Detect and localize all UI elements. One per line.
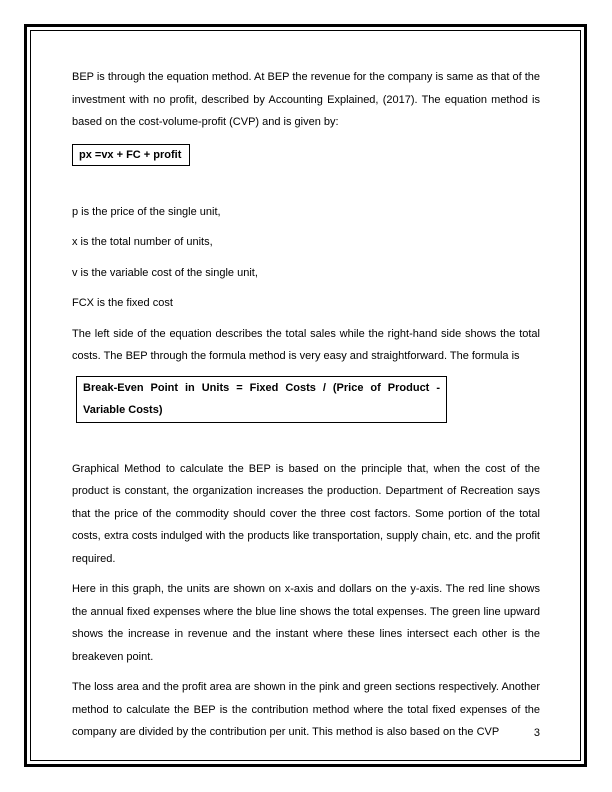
definition-item: v is the variable cost of the single unit, [72, 266, 258, 279]
page-number: 3 [533, 727, 540, 739]
paragraph-graph-description: Here in this graph, the units are shown on x-axis and dollars on the y-axis. The red line shows the annual fixed expenses where the blue line shows the total expenses. The green line upward shows the increase in revenue and the instant where these lines intersect each other is the breakeven point. [72, 583, 540, 663]
equation-box: px =vx + FC + profit [72, 144, 190, 166]
paragraph-formula-intro: The left side of the equation describes the total sales while the right-hand side shows the total costs. The BEP through the formula method is very easy and straightforward. The formula is [72, 327, 540, 362]
paragraph-equation-method: BEP is through the equation method. At BEP the revenue for the company is same as that of the investment with no profit, described by Accounting Explained, (2017). The equation method is based on the cost-volume-profit (CVP) and is given by: [72, 71, 540, 128]
document-body [72, 66, 540, 752]
paragraph-graphical-method: Graphical Method to calculate the BEP is based on the principle that, when the cost of the product is constant, the organization increases the production. Department of Recreation says that the price of the commodity should cover the three cost factors. Some portion of the total costs, extra costs indulged with the products like transportation, supply chain, etc. and the profit required. [72, 462, 540, 565]
formula-box: Break-Even Point in Units = Fixed Costs / (Price of Product - Variable Costs) [76, 376, 447, 423]
definition-item: x is the total number of units, [72, 236, 213, 248]
paragraph-contribution-method: The loss area and the profit area are shown in the pink and green sections respectively. Another method to calculate the BEP is the contribution method where the total fixed expenses of the company are divided by the contribution per unit. This method is also based on the CVP [72, 681, 540, 738]
definition-item: FCX is the fixed cost [72, 297, 173, 309]
definition-item: p is the price of the single unit, [72, 205, 221, 218]
